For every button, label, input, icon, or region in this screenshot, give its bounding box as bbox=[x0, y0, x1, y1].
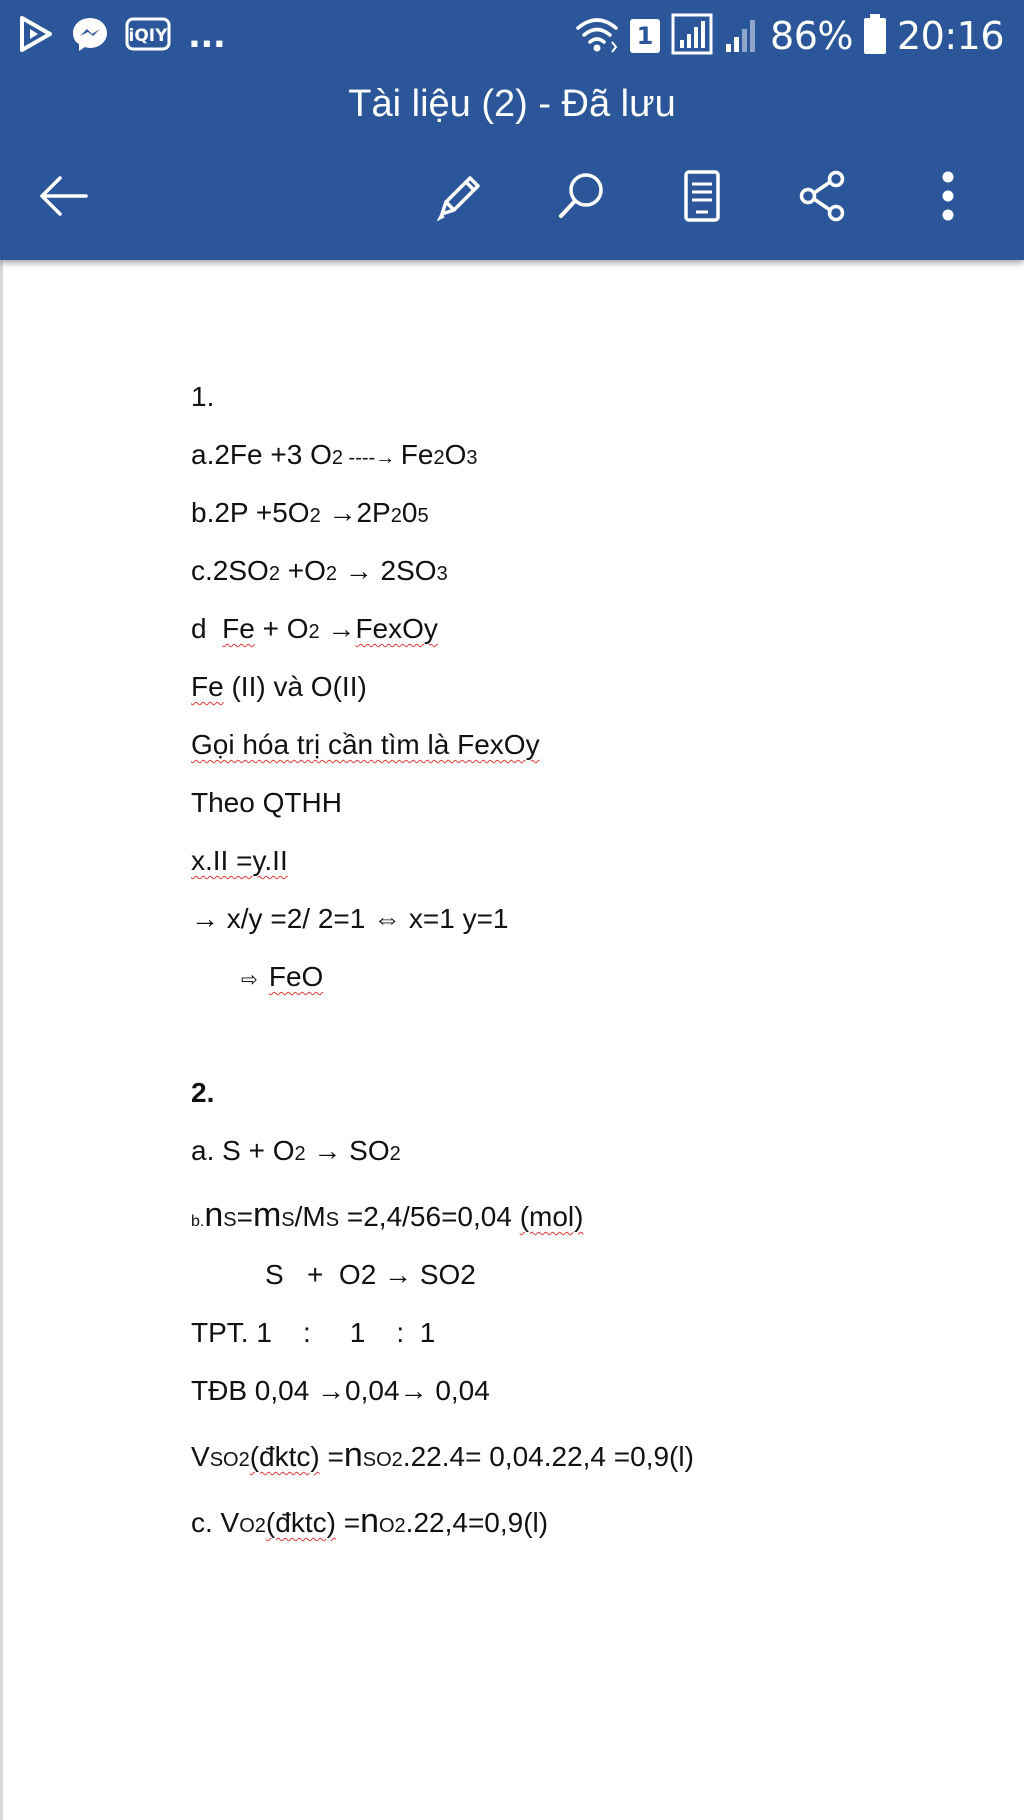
q1-theo-line: Theo QTHH bbox=[191, 787, 342, 818]
subscript: 2 bbox=[390, 505, 402, 527]
text: .22.4= 0,04.22,4 =0,9(l) bbox=[402, 1441, 694, 1472]
q1-ratio-line: → x/y =2/ 2=1 ⇔ x=1 y=1 bbox=[191, 903, 509, 934]
text: (mol) bbox=[519, 1201, 584, 1232]
text: +O bbox=[279, 555, 326, 586]
subscript: 2 bbox=[308, 621, 320, 643]
text: Fe bbox=[222, 613, 255, 644]
text: (đktc) bbox=[249, 1441, 320, 1472]
q2-tdb-line: TĐB 0,04 →0,04→ 0,04 bbox=[191, 1375, 490, 1406]
text: = bbox=[236, 1201, 253, 1232]
clock: 20:16 bbox=[896, 14, 1004, 58]
page-edge bbox=[0, 260, 3, 1820]
q1-line-c bbox=[191, 542, 991, 600]
text: ⇨ bbox=[241, 969, 269, 991]
battery-percent: 86% bbox=[770, 14, 853, 58]
text: FexOy bbox=[355, 613, 438, 644]
blank-line bbox=[191, 1006, 991, 1064]
q1-line-d bbox=[191, 600, 991, 658]
document-title: Tài liệu (2) - Đã lưu bbox=[348, 83, 676, 125]
text: → SO bbox=[305, 1135, 390, 1166]
q1-valence-line bbox=[191, 658, 991, 716]
subscript: S bbox=[325, 1209, 340, 1231]
q2-line-c bbox=[191, 1486, 991, 1552]
subscript: 3 bbox=[466, 447, 478, 469]
sim-number: 1 bbox=[636, 22, 654, 50]
q2-line-a bbox=[191, 1122, 991, 1180]
text: n bbox=[204, 1196, 224, 1234]
subscript: S bbox=[281, 1209, 295, 1231]
status-bar bbox=[0, 0, 1024, 72]
share-icon bbox=[794, 166, 854, 226]
q2-vso2-line bbox=[191, 1420, 991, 1486]
q1-line-a bbox=[191, 426, 991, 484]
text: a.2Fe +3 O bbox=[191, 439, 332, 470]
q1-call-line bbox=[191, 716, 991, 774]
text: → bbox=[319, 613, 356, 644]
text: a. S + O bbox=[191, 1135, 295, 1166]
subscript: S bbox=[223, 1209, 237, 1231]
text: (đktc) bbox=[265, 1507, 336, 1538]
text: + O bbox=[254, 613, 309, 644]
text: c. V bbox=[191, 1507, 240, 1538]
more-options-button[interactable] bbox=[912, 160, 984, 232]
subscript: SO2 bbox=[209, 1449, 250, 1471]
subscript: SO2 bbox=[362, 1449, 403, 1471]
text: = bbox=[319, 1441, 344, 1472]
text: V bbox=[191, 1441, 210, 1472]
notification-overflow: ... bbox=[188, 16, 226, 56]
subscript: 2 bbox=[331, 447, 343, 469]
text: Fe bbox=[400, 439, 434, 470]
subscript: O2 bbox=[239, 1515, 266, 1537]
q2-tpt-line: TPT. 1 : 1 : 1 bbox=[191, 1317, 436, 1348]
text: b.2P +5O bbox=[191, 497, 310, 528]
iqiyi-label: iQIY bbox=[128, 25, 168, 46]
text: →2P bbox=[320, 497, 391, 528]
text: 0 bbox=[401, 497, 418, 528]
iqiyi-icon bbox=[124, 14, 172, 59]
text: n bbox=[343, 1436, 363, 1474]
q1-result-line bbox=[191, 948, 991, 1006]
text: (II) và O(II) bbox=[223, 671, 367, 702]
signal-box-icon bbox=[670, 12, 714, 61]
sim-badge bbox=[630, 19, 660, 53]
text: Fe bbox=[191, 671, 224, 702]
q2-line-b bbox=[191, 1180, 991, 1246]
subscript: O2 bbox=[378, 1515, 406, 1537]
back-arrow-icon bbox=[34, 166, 94, 226]
text: /M bbox=[294, 1201, 326, 1232]
share-button[interactable] bbox=[788, 160, 860, 232]
subscript: 2 bbox=[325, 563, 337, 585]
text: m bbox=[252, 1196, 282, 1234]
subscript: 2 bbox=[268, 563, 280, 585]
play-icon bbox=[16, 14, 56, 59]
edit-button[interactable] bbox=[422, 160, 494, 232]
text: .22,4=0,9(l) bbox=[405, 1507, 549, 1538]
q2-heading: 2. bbox=[191, 1077, 215, 1108]
text: d bbox=[191, 613, 223, 644]
subscript: 3 bbox=[436, 563, 448, 585]
search-button[interactable] bbox=[545, 160, 617, 232]
text: → 2SO bbox=[336, 555, 437, 586]
mobile-view-button[interactable] bbox=[666, 160, 738, 232]
search-icon bbox=[551, 166, 611, 226]
q1-heading: 1. bbox=[191, 381, 215, 412]
subscript: 2 bbox=[433, 447, 445, 469]
q1-line-b bbox=[191, 484, 991, 542]
arrow: ----→ bbox=[343, 447, 401, 469]
more-vert-icon bbox=[918, 166, 978, 226]
text: = bbox=[335, 1507, 361, 1538]
subscript: 5 bbox=[417, 505, 429, 527]
text: =2,4/56=0,04 bbox=[339, 1201, 520, 1232]
mobile-view-icon bbox=[672, 166, 732, 226]
back-button[interactable] bbox=[28, 160, 100, 232]
signal-icon bbox=[724, 14, 760, 59]
document-body[interactable] bbox=[191, 368, 991, 1552]
text: FeO bbox=[268, 961, 324, 992]
text: Gọi hóa trị cần tìm là FexOy bbox=[191, 729, 540, 760]
text: O bbox=[444, 439, 467, 470]
q2-equation-line: S + O2 → SO2 bbox=[265, 1259, 476, 1290]
subscript: 2 bbox=[294, 1143, 306, 1165]
text: c.2SO bbox=[191, 555, 269, 586]
app-bar bbox=[0, 0, 1024, 260]
text: b. bbox=[191, 1213, 205, 1230]
wifi-icon bbox=[574, 14, 620, 59]
text: x.II =y.II bbox=[191, 845, 288, 876]
pencil-icon bbox=[428, 166, 488, 226]
q1-xy-line bbox=[191, 832, 991, 890]
battery-icon bbox=[863, 13, 887, 60]
subscript: 2 bbox=[389, 1143, 401, 1165]
messenger-icon bbox=[70, 14, 110, 59]
text: n bbox=[360, 1502, 379, 1540]
subscript: 2 bbox=[309, 505, 321, 527]
